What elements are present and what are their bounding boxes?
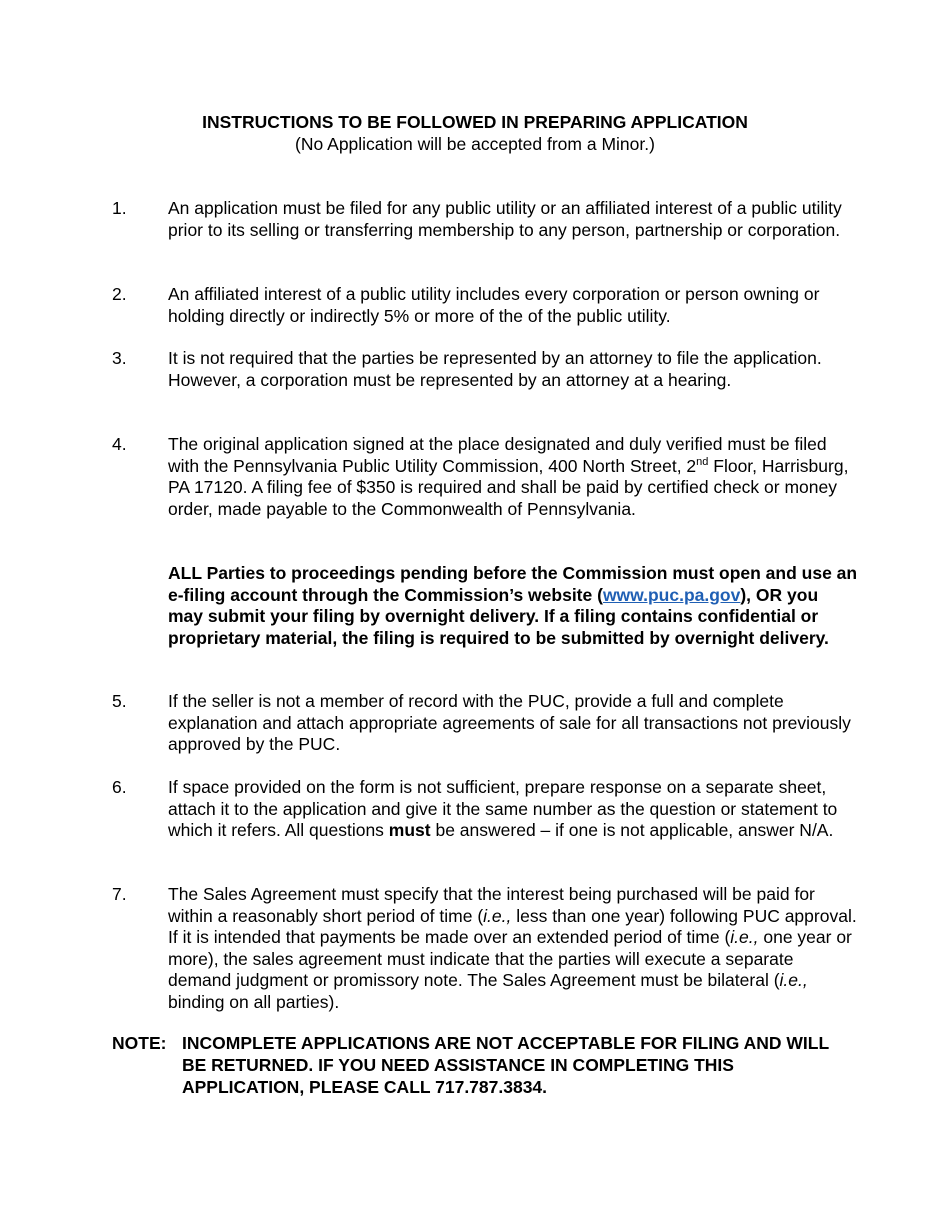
italic-ie: i.e.,	[779, 970, 808, 991]
item-text-part: If space provided on the form is not sufficient, prepare response on a separate sheet, attach it to the application and give it the same number as the question or statement to which it refers. All questions	[168, 777, 838, 841]
item-text	[168, 777, 858, 842]
item-number: 6.	[112, 777, 127, 797]
page-title: INSTRUCTIONS TO BE FOLLOWED IN PREPARING APPLICATION	[202, 112, 748, 132]
item-text: If the seller is not a member of record with the PUC, provide a full and complete explanation and attach appropriate agreements of sale for all transactions not previously approved by the PUC.	[168, 691, 851, 755]
item-text: It is not required that the parties be represented by an attorney to file the application. However, a corporation must be represented by an attorney at a hearing.	[168, 348, 822, 390]
item-text-part: less than one year) following PUC approval. If it is intended that payments be made over an extended period of time (	[168, 905, 857, 948]
note-text: INCOMPLETE APPLICATIONS ARE NOT ACCEPTABLE FOR FILING AND WILL BE RETURNED. IF YOU NEED ASSISTANCE IN COMPLETING THIS APPLICATION, PLEASE CALL 717.787.3834.	[182, 1033, 829, 1097]
efiling-text-part: ALL Parties to proceedings pending before the Commission must open and use an e-filing account through the Commission’s website (	[168, 563, 858, 605]
note-label: NOTE:	[112, 1033, 167, 1053]
item-number: 5.	[112, 691, 127, 711]
item-text-part: The original application signed at the place designated and duly verified must be filed with the Pennsylvania Public Utility Commission, 400 North Street, 2	[168, 434, 827, 476]
item-text	[168, 434, 858, 520]
item-number: 1.	[112, 198, 127, 218]
item-text-part: binding on all parties).	[168, 991, 340, 1012]
item-text: An affiliated interest of a public utility includes every corporation or person owning or holding directly or indirectly 5% or more of the of the public utility.	[168, 284, 820, 326]
ordinal-suffix: nd	[696, 455, 709, 468]
item-number: 2.	[112, 284, 127, 304]
item-number: 3.	[112, 348, 127, 368]
italic-ie: i.e.,	[730, 927, 759, 948]
efiling-text-part: ), OR you may submit your filing by overnight delivery. If a filing contains confidential or proprietary material, the filing is required to be submitted by overnight delivery.	[168, 584, 829, 648]
page-subtitle: (No Application will be accepted from a Minor.)	[295, 134, 655, 154]
item-number: 4.	[112, 434, 127, 454]
item-text-part: The Sales Agreement must specify that the interest being purchased will be paid for within a reasonably short period of time (	[168, 884, 815, 926]
item-text-part: be answered – if one is not applicable, answer N/A.	[430, 820, 834, 841]
emphasis-must: must	[388, 820, 431, 841]
item-number: 7.	[112, 884, 127, 904]
italic-ie: i.e.,	[483, 905, 512, 926]
item-text-part: one year or more), the sales agreement must indicate that the parties will execute a separate demand judgment or promissory note. The Sales Agreement must be bilateral (	[168, 927, 852, 991]
efiling-text	[168, 563, 858, 649]
item-text	[168, 884, 858, 1014]
item-text-part: Floor, Harrisburg, PA 17120. A filing fee of $350 is required and shall be paid by certified check or money order, made payable to the Commonwealth of Pennsylvania.	[168, 455, 849, 519]
puc-website-link[interactable]: www.puc.pa.gov	[602, 584, 741, 605]
item-text: An application must be filed for any public utility or an affiliated interest of a public utility prior to its selling or transferring membership to any person, partnership or corporation.	[168, 198, 842, 240]
